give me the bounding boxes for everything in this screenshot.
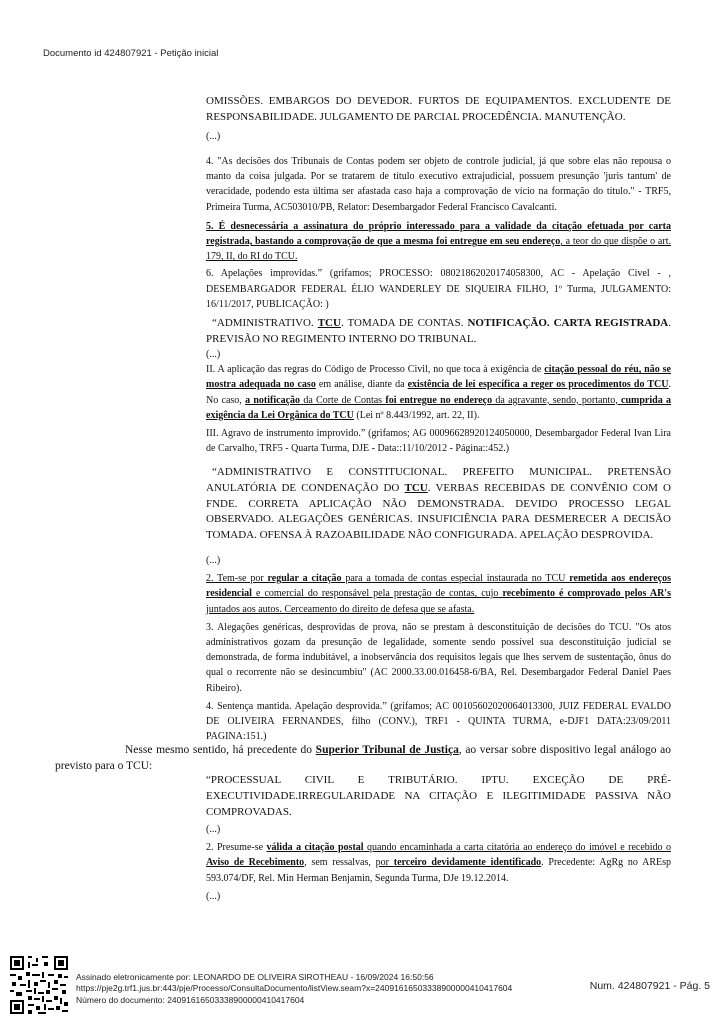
quote-block-1-items: [206, 154, 671, 312]
document-header: Documento id 424807921 - Petição inicial: [43, 48, 219, 59]
ellipsis: (...): [206, 890, 221, 902]
quote-2-item-ii: II. A aplicação das regras do Código de Processo Civil, no que toca à exigência de citação pessoal do réu, não se mostra adequada no caso em análise, diante da existência de lei específica a reger os procedimentos do TCU. No caso, a notificação da Corte de Contas foi entregue no endereço da agravante, sendo, portanto, cumprida a exigência da Lei Orgânica do TCU (Lei nº 8.443/1992, art. 22, II).: [206, 364, 671, 421]
ellipsis: (...): [206, 349, 221, 360]
quote-block-1: [206, 94, 671, 144]
body-paragraph: Nesse mesmo sentido, há precedente do Superior Tribunal de Justiça, ao versar sobre dispositivo legal análogo ao previsto para o TCU:: [55, 744, 672, 772]
quote-item-5-rest: , a teor do que dispõe o art. 179, II, do RI do TCU.: [206, 236, 671, 263]
document-number: Número do documento: 24091616503338900000410417604: [76, 994, 305, 1005]
quote-2-headline: “ADMINISTRATIVO. TCU. TOMADA DE CONTAS. NOTIFICAÇÃO. CARTA REGISTRADA. PREVISÃO NO REGIMENTO INTERNO DO TRIBUNAL.: [206, 317, 671, 345]
signature-meta: [76, 972, 512, 1006]
quote-block-3: [206, 465, 671, 544]
page-number: Num. 424807921 - Pág. 5: [589, 980, 710, 992]
document-url[interactable]: https://pje2g.trf1.jus.br:443/pje/Processo/ConsultaDocumento/listView.seam?x=24091616503338900000410417604: [76, 983, 513, 994]
quote-block-2: [206, 316, 671, 348]
quote-3-headline: “ADMINISTRATIVO E CONSTITUCIONAL. PREFEITO MUNICIPAL. PRETENSÃO ANULATÓRIA DE CONDENAÇÃO DO TCU. VERBAS RECEBIDAS DE CONVÊNIO COM O FNDE. CORRETA APLICAÇÃO NÃO DEMONSTRADA. DEVIDO PROCESSO LEGAL OBSERVADO. ALEGAÇÕES GENÉRICAS. INSUFICIÊNCIA PARA DESMERECER A DECISÃO TOMADA. OFENSA À RAZOABILIDADE NÃO CONFIGURADA. APELAÇÃO DESPROVIDA.: [206, 466, 671, 542]
quote-4-headline: “PROCESSUAL CIVIL E TRIBUTÁRIO. IPTU. EXCEÇÃO DE PRÉ-EXECUTIVIDADE.IRREGULARIDADE NA CITAÇÃO E ILEGITIMIDADE PASSIVA NÃO COMPROVADAS.: [206, 774, 671, 818]
quote-item-4: 4. "As decisões dos Tribunais de Contas podem ser objeto de controle judicial, já que sobre elas não repousa o manto da coisa julgada. Por se tratarem de título executivo extrajudicial, possuem presunção 'juris tantum' de veracidade, podendo esta última ser afastada caso haja a comprovação de vício na formação do título." - TRF5, Primeira Turma, AC503010/PB, Relator: Desembargador Federal Francisco Cavalcanti.: [206, 156, 671, 213]
signature-footer: [0, 950, 724, 1024]
ellipsis: (...): [206, 824, 221, 835]
ellipsis: (...): [206, 555, 221, 566]
quote-3-item-3: 3. Alegações genéricas, desprovidas de prova, não se prestam à desconstituição de decisões do TCU. "Os atos administrativos gozam da presunção de legalidade, somente sendo possível sua desconstituição judicial se demonstrada, de forma indubitável, a inobservância dos requisitos legais que lhes servem de sustentação, ônus do qual o recorrente não se desincumbiu" (AC 2000.33.00.016458-6/BA, Rel. Desembargador Federal Daniel Paes Ribeiro).: [206, 621, 671, 694]
quote-2-item-iii: III. Agravo de instrumento improvido.” (grifamos; AG 00096628920124050000, Desembargador Federal Ivan Lira de Carvalho, TRF5 - Quarta Turma, DJE - Data::11/10/2012 - Página::452.): [206, 428, 671, 455]
quote-item-6: 6. Apelações improvidas.” (grifamos; PROCESSO: 08021862020174058300, AC - Apelação Civel - , DESEMBARGADOR FEDERAL ÉLIO WANDERLEY DE SIQUEIRA FILHO, 1º Turma, JULGAMENTO: 16/11/2017, PUBLICAÇÃO: ): [206, 268, 671, 310]
quote-3-item-2: 2. Tem-se por regular a citação para a tomada de contas especial instaurada no TCU remetida aos endereços residencial e comercial do responsável pela prestação de contas, cujo recebimento é comprovado pelos AR's juntados aos autos. Cerceamento do direito de defesa que se afasta.: [206, 573, 672, 615]
quote-block-4: [206, 773, 671, 820]
quote-item-5: [206, 219, 671, 265]
signed-by: Assinado eletronicamente por: LEONARDO DE OLIVEIRA SIROTHEAU - 16/09/2024 16:50:56: [76, 972, 434, 982]
qr-code-icon: [10, 956, 68, 1014]
quote-headline: OMISSÕES. EMBARGOS DO DEVEDOR. FURTOS DE EQUIPAMENTOS. EXCLUDENTE DE RESPONSABILIDADE. JULGAMENTO DE PARCIAL PROCEDÊNCIA. MANUTENÇÃO.: [206, 95, 671, 123]
quote-3-item-4: 4. Sentença mantida. Apelação desprovida.” (grifamos; AC 00105602020064013300, JUIZ FEDERAL EVALDO DE OLIVEIRA FERNANDES, filho (CONV.), TRF1 - QUINTA TURMA, e-DJF1 DATA:23/09/2011 PAGINA:151.): [206, 700, 671, 743]
quote-item-5-bold: 5. É desnecessária a assinatura do próprio interessado para a validade da citação efetuada por carta registrada, bastando a comprovação de que a mesma foi entregue em seu endereço: [206, 220, 671, 248]
ellipsis: (...): [206, 130, 221, 142]
quote-4-item-2: 2. Presume-se válida a citação postal quando encaminhada a carta citatória ao endereço do imóvel e recebido o Aviso de Recebimento, sem ressalvas, por terceiro devidamente identificado. Precedente: AgRg no AREsp 593.074/DF, Rel. Min Herman Benjamin, Segunda Turma, DJe 19.12.2014.: [206, 842, 671, 884]
quote-block-2-items: [206, 347, 671, 456]
quote-block-3-items: [206, 553, 671, 744]
quote-block-4-items: [206, 822, 671, 904]
